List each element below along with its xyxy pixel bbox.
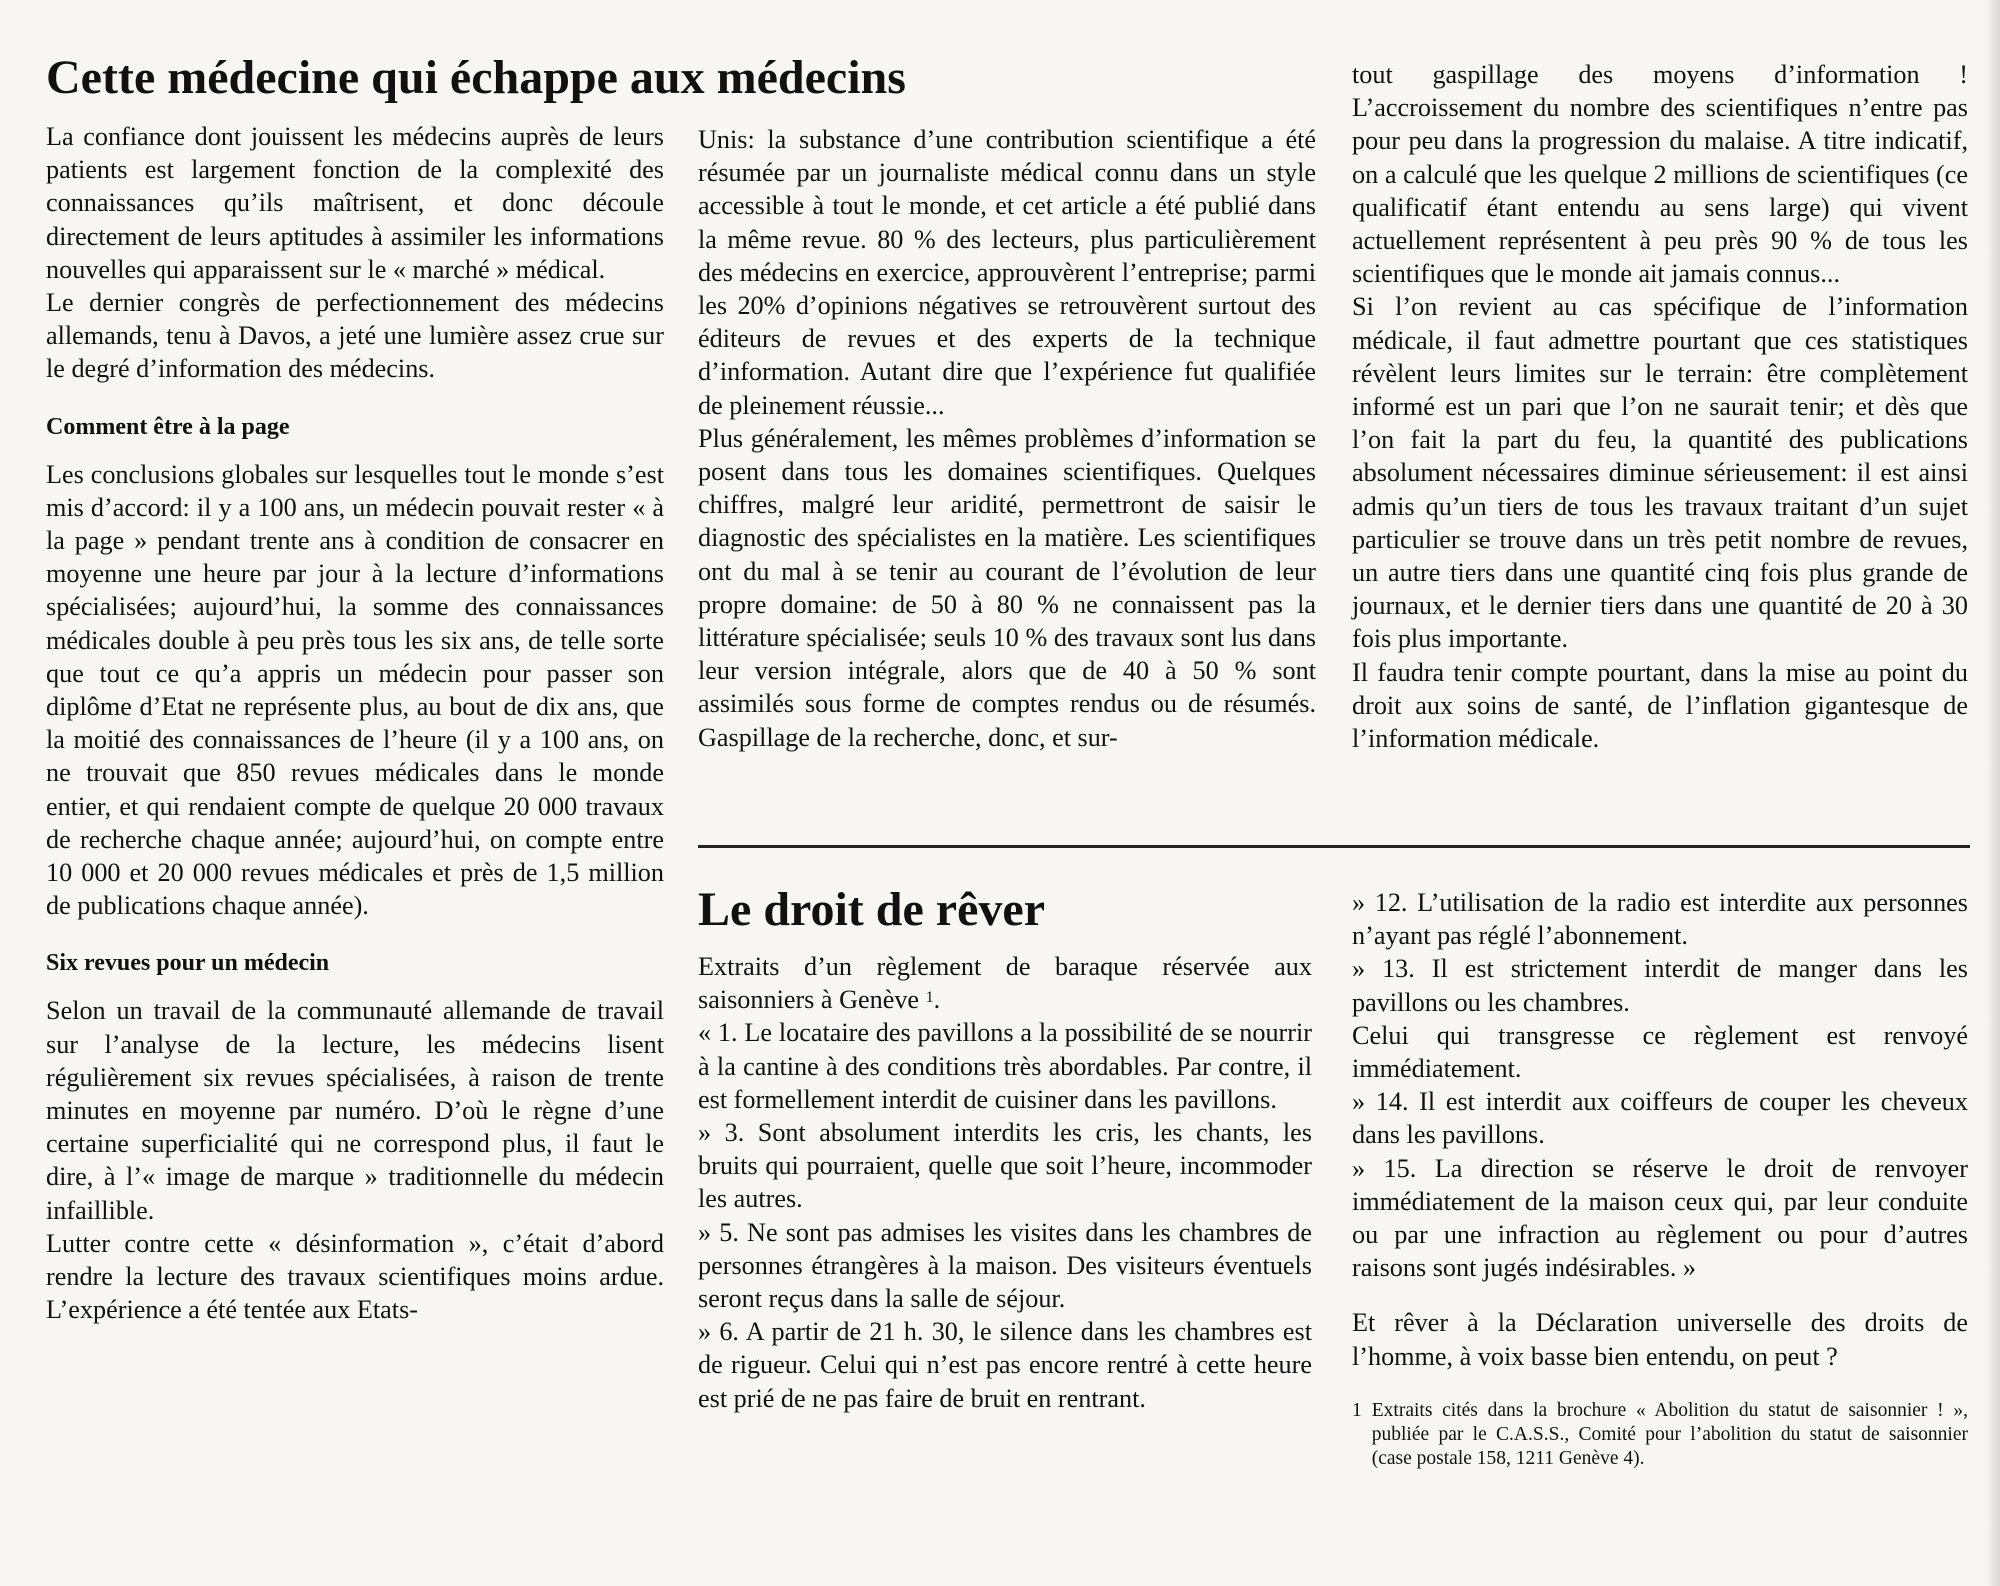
paragraph: Les conclusions globales sur lesquelles tout le monde s’est mis d’accord: il y a 100 ans, un médecin pouvait rester « à la page » pendant trente ans à condition de consacrer en moyenne une heure par jour à la lecture d’informations spécialisées; aujourd’hui, la somme des connaissances médicales double à peu près tous les six ans, de telle sorte que tout ce qu’a appris un médecin pour passer son diplôme d’Etat ne représente plus, au bout de dix ans, que la moitié des connaissances de l’heure (il y a 100 ans, on ne trouvait que 850 revues médicales dans le monde entier, et qui rendaient compte de quelque 20 000 travaux de recherche chaque année; aujourd’hui, on compte entre 10 000 et 20 000 revues médicales et près de 1,5 million de publications chaque année). [46,459,664,921]
rule-item: » 12. L’utilisation de la radio est interdite aux personnes n’ayant pas réglé l’abonnement. [1352,888,1968,951]
article-title: Le droit de rêver [698,883,1045,936]
intro-end: . [933,985,941,1015]
article1-column-3 [1352,58,1968,755]
paragraph: Le dernier congrès de perfectionnement des médecins allemands, tenu à Davos, a jeté une lumière assez crue sur le degré d’information des médecins. [46,288,664,384]
intro-text: Extraits d’un règlement de baraque réservée aux saisonniers à Genève [698,952,1312,1015]
rule-item: » 3. Sont absolument interdits les cris, les chants, les bruits qui pourraient, quelle que soit l’heure, incommoder les autres. [698,1118,1312,1214]
article-title: Cette médecine qui échappe aux médecins [46,51,906,104]
article2-column-1 [698,950,1312,1415]
paragraph: Selon un travail de la communauté allemande de travail sur l’analyse de la lecture, les médecins lisent régulièrement six revues spécialisées, à raison de trente minutes en moyenne par numéro. D’où le règne d’une certaine superficialité qui ne correspond plus, il faut le dire, à l’« image de marque » traditionnelle du médecin infaillible. [46,996,664,1225]
closing-paragraph: Et rêver à la Déclaration universelle des droits de l’homme, à voix basse bien entendu, on peut ? [1352,1308,1968,1371]
rule-item: » 13. Il est strictement interdit de manger dans les pavillons ou les chambres. [1352,954,1968,1017]
footnote-number: 1 [1352,1399,1362,1421]
footnote [1352,1399,1968,1471]
page-edge [1988,0,2000,1586]
rule-item: » 15. La direction se réserve le droit de renvoyer immédiatement de la maison ceux qui, par leur conduite ou par une infraction au règlement ou pour d’autres raisons sont jugés indésirables. » [1352,1153,1968,1283]
rule-item: » 14. Il est interdit aux coiffeurs de couper les cheveux dans les pavillons. [1352,1087,1968,1150]
rule-item: « 1. Le locataire des pavillons a la possibilité de se nourrir à la cantine à des conditions très abordables. Par contre, il est formellement interdit de cuisiner dans les pavillons. [698,1018,1312,1114]
section-divider [698,845,1970,848]
footnote-marker: 1 [925,989,934,1007]
paragraph: Il faudra tenir compte pourtant, dans la mise au point du droit aux soins de santé, de l’inflation gigantesque de l’information médicale. [1352,657,1968,754]
paragraph: Si l’on revient au cas spécifique de l’information médicale, il faut admettre pourtant que ces statistiques révèlent leurs limites sur le terrain: être complètement informé est un pari que l’on ne saurait tenir; et dès que l’on fait la part du feu, la quantité des publications absolument nécessaires diminue sérieusement: il est ainsi admis qu’un tiers de tous les travaux traitant d’un sujet particulier se trouve dans un très petit nombre de revues, un autre tiers dans une quantité cinq fois plus grande de journaux, et le dernier tiers dans une quantité de 20 à 30 fois plus importante. [1352,292,1968,654]
paragraph: Plus généralement, les mêmes problèmes d’information se posent dans tous les domaines scientifiques. Quelques chiffres, malgré leur aridité, permettront de saisir le diagnostic des spécialistes en la matière. Les scientifiques ont du mal à se tenir au courant de l’évolution de leur propre domaine: de 50 à 80 % ne connaissent pas la littérature spécialisée; seuls 10 % des travaux sont lus dans leur version intégrale, alors que de 40 à 50 % sont assimilés sous forme de comptes rendus ou de résumés. Gaspillage de la recherche, donc, et sur- [698,423,1316,752]
rule-item: » 6. A partir de 21 h. 30, le silence dans les chambres est de rigueur. Celui qui n’est pas encore rentré à cette heure est prié de ne pas faire de bruit en rentrant. [698,1317,1312,1413]
rule-item: Celui qui transgresse ce règlement est renvoyé immédiatement. [1352,1020,1968,1084]
article1-column-2 [698,123,1316,754]
paragraph: Unis: la substance d’une contribution scientifique a été résumée par un journaliste médical connu dans un style accessible à tout le monde, et cet article a été publié dans la même revue. 80 % des lecteurs, plus particulièrement des médecins en exercice, approuvèrent l’entreprise; parmi les 20% d’opinions négatives se retrouvèrent surtout des éditeurs de revues et des experts de la technique d’information. Autant dire que l’expérience fut qualifiée de pleinement réussie... [698,125,1316,420]
article1-column-1 [46,120,664,1327]
paragraph: La confiance dont jouissent les médecins auprès de leurs patients est largement fonction de la complexité des connaissances qu’ils maîtrisent, et donc découle directement de leurs aptitudes à assimiler les informations nouvelles qui apparaissent sur le « marché » médical. [46,122,664,284]
paragraph: Lutter contre cette « désinformation », c’était d’abord rendre la lecture des travaux scientifiques moins ardue. L’expérience a été tentée aux Etats- [46,1228,664,1325]
article2-column-2 [1352,886,1968,1471]
footnote-text: Extraits cités dans la brochure « Abolition du statut de saisonnier ! », publiée par le C.A.S.S., Comité pour l’abolition du statut de saisonnier (case postale 158, 1211 Genève 4). [1371,1399,1968,1469]
paragraph [698,950,1312,1016]
paragraph: tout gaspillage des moyens d’information ! L’accroissement du nombre des scientifiques n’entre pas pour peu dans la progression du malaise. A titre indicatif, on a calculé que les quelque 2 millions de scientifiques (ce qualificatif étant entendu au sens large) qui vivent actuellement représentent à peu près 90 % de tous les scientifiques que le monde ait jamais connus... [1352,60,1968,289]
section-heading: Six revues pour un médecin [46,950,330,977]
rule-item: » 5. Ne sont pas admises les visites dans les chambres de personnes étrangères à la maison. Des visiteurs éventuels seront reçus dans la salle de séjour. [698,1217,1312,1314]
section-heading: Comment être à la page [46,413,290,440]
